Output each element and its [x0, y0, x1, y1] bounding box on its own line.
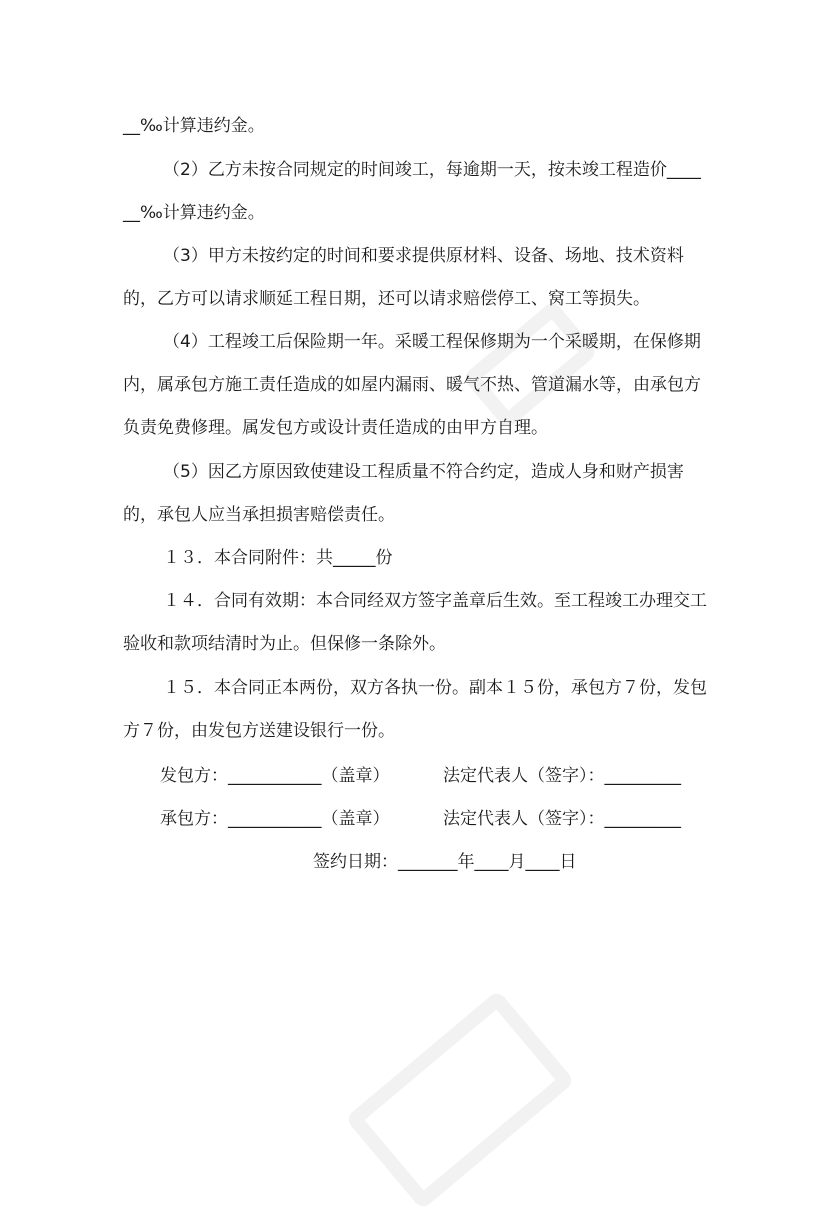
paragraph-line: 负责免费修理。属发包方或设计责任造成的由甲方自理。 [123, 418, 548, 438]
paragraph-line: １３．本合同附件：共_____份 [163, 548, 393, 568]
paragraph-line: （4）工程竣工后保险期一年。采暖工程保修期为一个采暖期，在保修期 [163, 332, 701, 352]
paragraph-line: __‰计算违约金。 [123, 116, 265, 136]
watermark-stamp [462, 300, 599, 431]
signing-date: 签约日期：_______年____月____日 [313, 852, 577, 872]
paragraph-line: １４．合同有效期：本合同经双方签字盖章后生效。至工程竣工办理交工 [163, 591, 707, 611]
paragraph-line: 的，承包人应当承担损害赔偿责任。 [123, 505, 395, 525]
issuer-rep-signature: 法定代表人（签字）：_________ [443, 766, 681, 786]
paragraph-line: （3）甲方未按约定的时间和要求提供原材料、设备、场地、技术资料 [163, 246, 684, 266]
paragraph-line: 验收和款项结清时为止。但保修一条除外。 [123, 634, 446, 654]
paragraph-line: （2）乙方未按合同规定的时间竣工，每逾期一天，按未竣工程造价____ [163, 160, 701, 180]
paragraph-line: 内，属承包方施工责任造成的如屋内漏雨、暖气不热、管道漏水等，由承包方 [123, 375, 701, 395]
issuer-signature: 发包方：___________（盖章） [160, 766, 390, 786]
paragraph-line: １５．本合同正本两份，双方各执一份。副本１５份，承包方７份，发包 [163, 678, 707, 698]
contractor-signature: 承包方：___________（盖章） [160, 809, 390, 829]
paragraph-line: __‰计算违约金。 [123, 203, 265, 223]
contractor-rep-signature: 法定代表人（签字）：_________ [443, 809, 681, 829]
paragraph-line: 方７份，由发包方送建设银行一份。 [123, 721, 395, 741]
paragraph-line: 的，乙方可以请求顺延工程日期，还可以请求赔偿停工、窝工等损失。 [123, 289, 650, 309]
watermark-stamp [345, 990, 575, 1210]
paragraph-line: （5）因乙方原因致使建设工程质量不符合约定，造成人身和财产损害 [163, 462, 684, 482]
